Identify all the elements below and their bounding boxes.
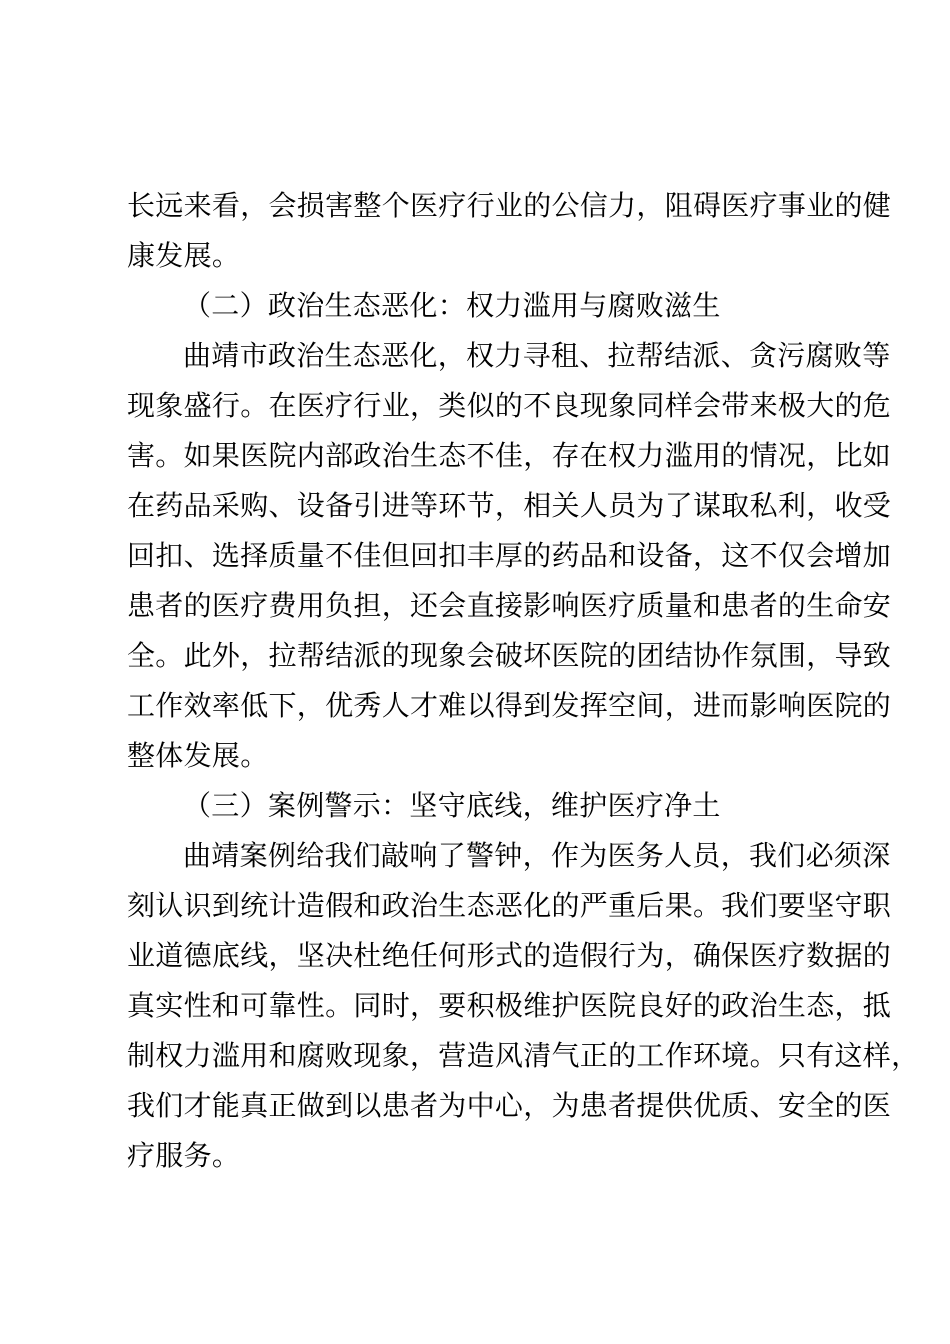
text-line: 在药品采购、设备引进等环节，相关人员为了谋取私利，收受 [127,489,892,522]
text-line: 刻认识到统计造假和政治生态恶化的严重后果。我们要坚守职 [127,889,892,922]
text-line: 康发展。 [127,239,241,272]
text-line: 害。如果医院内部政治生态不佳，存在权力滥用的情况，比如 [127,439,892,472]
section-heading: （三）案例警示：坚守底线，维护医疗净土 [183,789,721,822]
text-line: 患者的医疗费用负担，还会直接影响医疗质量和患者的生命安 [127,589,892,622]
text-line: 整体发展。 [127,739,269,772]
text-line: 工作效率低下，优秀人才难以得到发挥空间，进而影响医院的 [127,689,892,722]
text-line: 全。此外，拉帮结派的现象会破坏医院的团结协作氛围，导致 [127,639,892,672]
text-line: 制权力滥用和腐败现象，营造风清气正的工作环境。只有这样， [127,1039,920,1072]
section-heading: （二）政治生态恶化：权力滥用与腐败滋生 [183,289,721,322]
text-line: 真实性和可靠性。同时，要积极维护医院良好的政治生态，抵 [127,989,892,1022]
text-line: 我们才能真正做到以患者为中心，为患者提供优质、安全的医 [127,1089,892,1122]
text-line: 曲靖市政治生态恶化，权力寻租、拉帮结派、贪污腐败等 [183,339,891,372]
text-line: 疗服务。 [127,1139,241,1172]
text-line: 回扣、选择质量不佳但回扣丰厚的药品和设备，这不仅会增加 [127,539,892,572]
text-line: 现象盛行。在医疗行业，类似的不良现象同样会带来极大的危 [127,389,892,422]
text-line: 长远来看，会损害整个医疗行业的公信力，阻碍医疗事业的健 [127,189,892,222]
text-line: 业道德底线，坚决杜绝任何形式的造假行为，确保医疗数据的 [127,939,892,972]
text-line: 曲靖案例给我们敲响了警钟，作为医务人员，我们必须深 [183,839,891,872]
